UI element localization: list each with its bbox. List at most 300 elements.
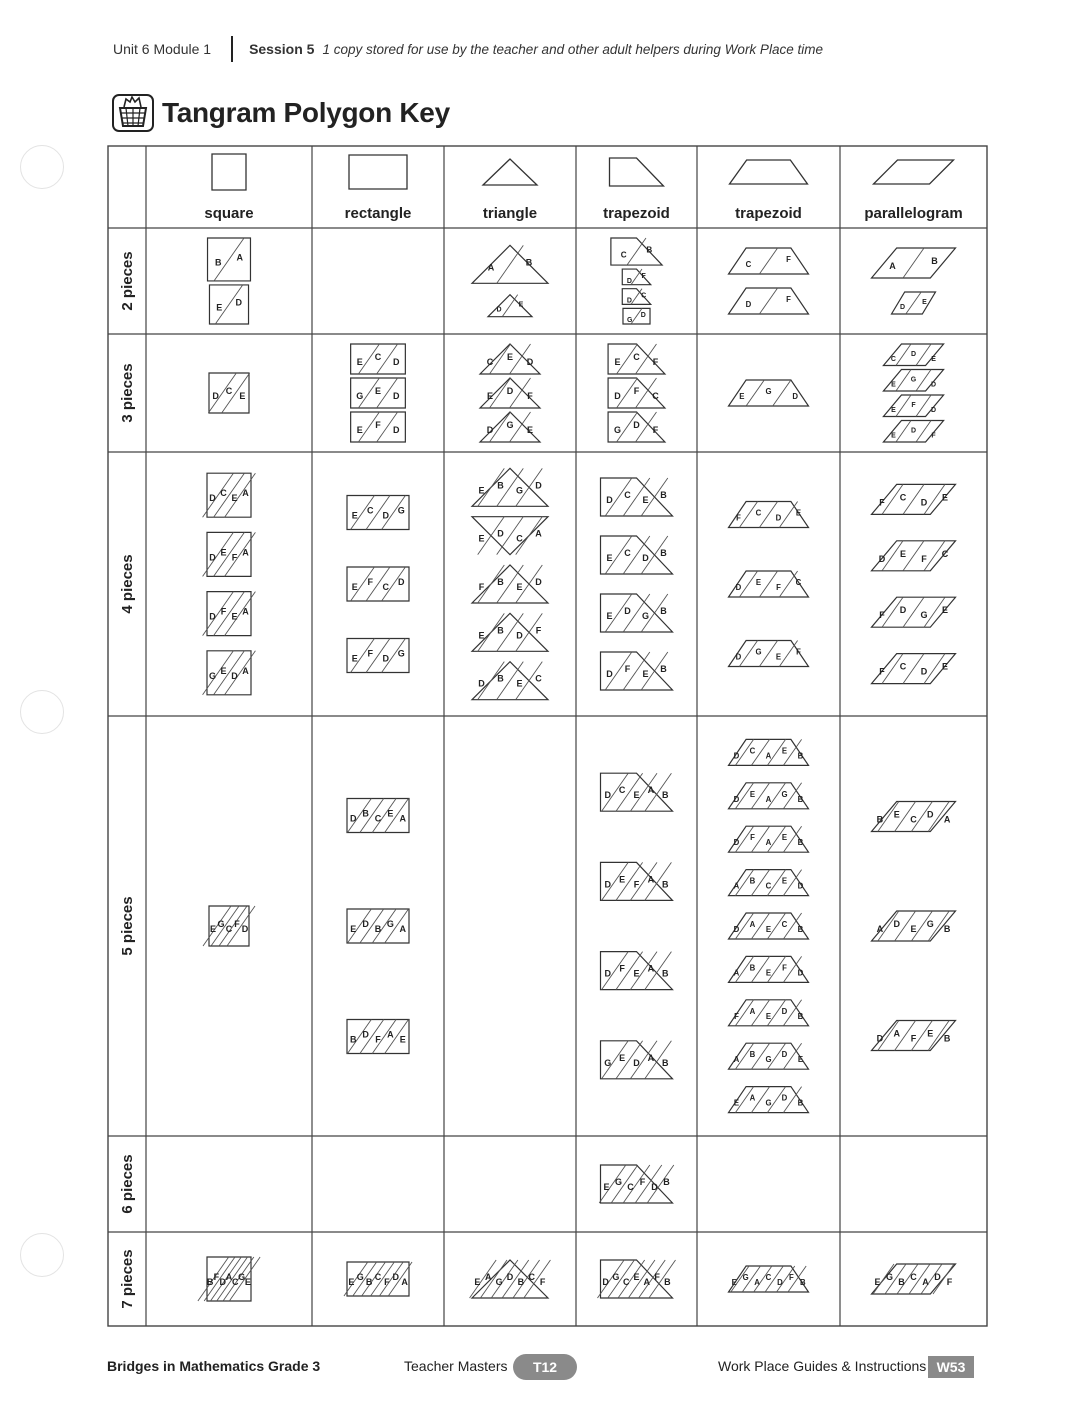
piece-letter: C bbox=[910, 814, 917, 825]
tangram-solution bbox=[623, 308, 650, 324]
piece-letter: D bbox=[478, 678, 485, 689]
piece-letter: A bbox=[733, 1055, 740, 1065]
tangram-solution bbox=[729, 1000, 809, 1026]
piece-letter: B bbox=[931, 256, 938, 266]
piece-letter: G bbox=[614, 425, 622, 435]
piece-letter: E bbox=[209, 924, 217, 934]
piece-letter: F bbox=[619, 963, 625, 974]
piece-letter: D bbox=[362, 919, 369, 929]
piece-letter: D bbox=[893, 919, 900, 929]
piece-letter: F bbox=[527, 391, 533, 401]
tangram-solution bbox=[872, 484, 956, 514]
piece-letter: A bbox=[535, 528, 542, 539]
footer-guide-badge: W53 bbox=[928, 1356, 974, 1378]
piece-letter: E bbox=[891, 381, 896, 389]
piece-letter: E bbox=[348, 1277, 355, 1287]
tangram-solution bbox=[729, 1043, 809, 1069]
tangram-solution bbox=[872, 802, 956, 832]
piece-letter: C bbox=[618, 785, 626, 796]
piece-letter: F bbox=[776, 583, 781, 592]
piece-letter: E bbox=[781, 746, 788, 756]
piece-letter: C bbox=[528, 1272, 535, 1282]
footer-page-badge: T12 bbox=[513, 1354, 577, 1380]
piece-letter: E bbox=[619, 1052, 626, 1063]
column-rectangle-icon bbox=[349, 155, 407, 189]
piece-letter: E bbox=[606, 553, 613, 563]
piece-letter: B bbox=[365, 1277, 373, 1287]
piece-letter: E bbox=[478, 630, 485, 641]
piece-letter: B bbox=[497, 480, 504, 491]
tangram-solution bbox=[729, 1266, 809, 1292]
piece-letter: D bbox=[733, 838, 740, 848]
row-header-label: 3 pieces bbox=[119, 363, 136, 423]
column-right-trapezoid-icon bbox=[610, 158, 664, 186]
piece-letter: C bbox=[374, 813, 382, 824]
piece-letter: D bbox=[626, 277, 632, 285]
piece-letter: F bbox=[879, 666, 885, 677]
piece-letter: D bbox=[745, 300, 752, 309]
piece-letter: A bbox=[485, 1272, 492, 1282]
piece-letter: B bbox=[749, 876, 756, 886]
piece-letter: D bbox=[506, 1272, 514, 1282]
piece-letter: D bbox=[497, 528, 504, 539]
piece-letter: A bbox=[765, 751, 772, 761]
piece-letter: F bbox=[931, 432, 936, 440]
piece-letter: G bbox=[765, 1055, 772, 1065]
piece-letter: F bbox=[633, 386, 640, 396]
page-title: Tangram Polygon Key bbox=[162, 97, 450, 128]
piece-letter: B bbox=[876, 814, 884, 825]
piece-letter: B bbox=[497, 673, 504, 684]
tangram-solution bbox=[198, 1257, 260, 1301]
tangram-solution bbox=[872, 248, 956, 278]
piece-letter: G bbox=[604, 1057, 612, 1068]
piece-letter: B bbox=[797, 751, 804, 761]
piece-letter: G bbox=[781, 789, 788, 799]
tangram-solution bbox=[351, 378, 406, 408]
piece-letter: E bbox=[356, 357, 363, 367]
piece-letter: B bbox=[662, 879, 669, 890]
piece-letter: G bbox=[926, 919, 934, 929]
piece-letter: F bbox=[788, 1273, 794, 1282]
piece-letter: D bbox=[927, 809, 934, 820]
piece-letter: A bbox=[647, 874, 655, 885]
piece-letter: A bbox=[242, 606, 249, 617]
row-header-label: 4 pieces bbox=[119, 554, 136, 614]
piece-letter: A bbox=[487, 262, 495, 273]
piece-letter: E bbox=[619, 874, 626, 885]
row-header-label: 5 pieces bbox=[119, 896, 136, 956]
piece-letter: B bbox=[943, 924, 951, 934]
piece-letter: C bbox=[382, 582, 389, 592]
piece-letter: C bbox=[633, 352, 640, 362]
piece-letter: C bbox=[232, 1277, 239, 1287]
piece-letter: F bbox=[478, 582, 485, 592]
piece-letter: C bbox=[745, 260, 752, 269]
piece-letter: C bbox=[749, 746, 756, 756]
tangram-solution bbox=[729, 913, 809, 939]
piece-letter: E bbox=[478, 485, 485, 496]
footer-publication: Bridges in Mathematics Grade 3 bbox=[107, 1358, 321, 1374]
piece-letter: A bbox=[399, 813, 407, 824]
tangram-solution bbox=[470, 1260, 551, 1298]
piece-letter: B bbox=[663, 1177, 670, 1187]
piece-letter: D bbox=[392, 1272, 399, 1282]
tangram-solution bbox=[203, 473, 256, 517]
piece-letter: E bbox=[220, 665, 227, 676]
piece-letter: G bbox=[386, 919, 394, 929]
piece-letter: B bbox=[362, 808, 369, 819]
tangram-solution bbox=[347, 639, 409, 673]
piece-letter: A bbox=[733, 881, 740, 891]
piece-letter: D bbox=[606, 669, 613, 679]
piece-letter: C bbox=[624, 548, 631, 558]
piece-letter: A bbox=[225, 1272, 233, 1282]
tangram-solution bbox=[872, 1264, 956, 1294]
piece-letter: E bbox=[775, 652, 782, 662]
tangram-solution bbox=[729, 1087, 809, 1113]
tangram-solution bbox=[472, 245, 548, 283]
piece-letter: C bbox=[516, 533, 523, 544]
piece-letter: A bbox=[399, 924, 407, 934]
piece-letter: A bbox=[242, 547, 249, 558]
piece-letter: C bbox=[781, 920, 788, 929]
piece-letter: B bbox=[662, 1057, 669, 1068]
piece-letter: F bbox=[220, 606, 227, 617]
tangram-solution bbox=[883, 395, 943, 417]
footer-guide: Work Place Guides & Instructions bbox=[718, 1358, 927, 1374]
piece-letter: C bbox=[627, 1182, 634, 1192]
tangram-solution bbox=[599, 1165, 674, 1203]
piece-letter: D bbox=[910, 350, 917, 358]
piece-letter: B bbox=[797, 925, 804, 934]
tangram-solution bbox=[601, 1041, 673, 1079]
piece-letter: E bbox=[478, 533, 485, 544]
piece-letter: B bbox=[943, 1033, 951, 1044]
piece-letter: F bbox=[213, 1272, 220, 1282]
tangram-solution bbox=[351, 412, 406, 442]
piece-letter: C bbox=[641, 292, 647, 300]
piece-letter: D bbox=[496, 306, 502, 314]
piece-letter: E bbox=[910, 924, 917, 934]
piece-letter: A bbox=[749, 1006, 756, 1016]
column-isosceles-trapezoid-icon bbox=[730, 160, 808, 184]
piece-letter: C bbox=[941, 548, 949, 559]
piece-letter: D bbox=[735, 583, 742, 592]
piece-letter: E bbox=[351, 510, 358, 521]
piece-letter: D bbox=[604, 790, 611, 801]
piece-letter: D bbox=[735, 652, 742, 662]
piece-letter: D bbox=[382, 510, 389, 521]
piece-letter: A bbox=[387, 1029, 394, 1040]
piece-letter: A bbox=[242, 488, 249, 499]
piece-letter: F bbox=[231, 552, 238, 563]
piece-letter: A bbox=[754, 1278, 760, 1287]
tangram-solution bbox=[203, 532, 256, 576]
tangram-solution bbox=[472, 517, 548, 555]
piece-letter: B bbox=[497, 625, 504, 636]
piece-letter: F bbox=[786, 255, 791, 264]
tangram-solution bbox=[203, 592, 256, 636]
piece-letter: D bbox=[231, 670, 238, 681]
piece-letter: G bbox=[885, 1272, 894, 1282]
piece-letter: A bbox=[765, 794, 772, 804]
tangram-solution bbox=[622, 269, 650, 285]
piece-letter: D bbox=[781, 1093, 788, 1103]
piece-letter: D bbox=[606, 495, 613, 505]
piece-letter: C bbox=[795, 578, 802, 587]
piece-letter: E bbox=[351, 582, 358, 592]
piece-letter: D bbox=[777, 1278, 783, 1287]
tangram-solution bbox=[883, 344, 943, 366]
piece-letter: E bbox=[941, 605, 949, 616]
piece-letter: B bbox=[898, 1277, 905, 1287]
piece-letter: D bbox=[878, 553, 886, 564]
piece-letter: C bbox=[899, 661, 907, 672]
piece-letter: D bbox=[535, 577, 542, 587]
tangram-solution bbox=[608, 344, 665, 374]
piece-letter: G bbox=[208, 670, 217, 681]
piece-letter: C bbox=[899, 492, 907, 503]
column-triangle-icon bbox=[483, 159, 537, 185]
piece-letter: B bbox=[662, 790, 669, 801]
piece-letter: D bbox=[209, 552, 216, 563]
piece-letter: C bbox=[367, 505, 374, 516]
piece-letter: E bbox=[356, 425, 363, 435]
column-header-label: parallelogram bbox=[864, 205, 963, 222]
tangram-solution bbox=[480, 344, 540, 374]
tangram-solution bbox=[729, 571, 809, 597]
tangram-solution bbox=[203, 906, 255, 946]
piece-letter: D bbox=[392, 357, 400, 367]
piece-letter: F bbox=[946, 1277, 953, 1287]
piece-letter: G bbox=[356, 391, 364, 401]
piece-letter: E bbox=[351, 653, 358, 664]
tangram-solution bbox=[872, 541, 956, 571]
piece-letter: E bbox=[891, 432, 896, 440]
piece-letter: G bbox=[614, 1177, 623, 1187]
piece-letter: E bbox=[927, 1028, 934, 1039]
piece-letter: F bbox=[796, 647, 801, 657]
tangram-solution bbox=[872, 1021, 956, 1051]
piece-letter: E bbox=[220, 547, 227, 558]
piece-letter: D bbox=[640, 312, 646, 320]
tangram-solution bbox=[601, 652, 673, 690]
session-note: 1 copy stored for use by the teacher and other adult helpers during Work Place time bbox=[322, 41, 823, 57]
piece-letter: F bbox=[624, 664, 631, 674]
piece-letter: E bbox=[922, 299, 927, 306]
piece-letter: G bbox=[641, 611, 650, 621]
tangram-solution bbox=[872, 654, 956, 684]
piece-letter: F bbox=[375, 420, 381, 430]
piece-letter: D bbox=[219, 1277, 226, 1287]
piece-letter: D bbox=[398, 577, 405, 587]
piece-letter: B bbox=[797, 838, 804, 848]
piece-letter: B bbox=[660, 606, 667, 616]
piece-letter: D bbox=[209, 493, 216, 504]
tangram-solution bbox=[208, 238, 251, 281]
tangram-solution bbox=[608, 412, 665, 442]
piece-letter: E bbox=[603, 1182, 610, 1192]
piece-letter: A bbox=[401, 1277, 408, 1287]
piece-letter: F bbox=[921, 553, 927, 564]
tangram-solution bbox=[208, 373, 249, 413]
tangram-solution bbox=[729, 826, 809, 852]
piece-letter: F bbox=[782, 963, 787, 973]
piece-letter: D bbox=[899, 304, 906, 311]
piece-letter: E bbox=[474, 1277, 481, 1287]
piece-letter: C bbox=[765, 1273, 772, 1282]
piece-letter: D bbox=[797, 881, 804, 891]
tangram-solution bbox=[608, 378, 665, 408]
piece-letter: E bbox=[399, 1034, 406, 1045]
column-parallelogram-icon bbox=[874, 160, 954, 184]
piece-letter: E bbox=[518, 301, 524, 309]
piece-letter: G bbox=[356, 1272, 364, 1282]
piece-letter: G bbox=[397, 505, 405, 516]
piece-letter: E bbox=[731, 1278, 737, 1287]
piece-letter: D bbox=[633, 1057, 640, 1068]
tangram-solution bbox=[597, 1260, 675, 1298]
piece-letter: E bbox=[244, 1277, 251, 1287]
piece-letter: F bbox=[234, 919, 240, 929]
tangram-solution bbox=[729, 248, 809, 274]
piece-letter: E bbox=[633, 790, 640, 801]
piece-letter: E bbox=[739, 392, 745, 401]
piece-letter: E bbox=[231, 611, 238, 622]
piece-letter: B bbox=[215, 257, 222, 268]
page-footer bbox=[0, 1352, 1088, 1382]
piece-letter: C bbox=[624, 490, 631, 500]
piece-letter: E bbox=[765, 925, 772, 934]
piece-letter: B bbox=[349, 1034, 357, 1045]
piece-letter: A bbox=[643, 1277, 651, 1287]
tangram-solution bbox=[347, 909, 409, 943]
column-header-label: trapezoid bbox=[603, 205, 670, 222]
piece-letter: D bbox=[733, 794, 740, 804]
piece-letter: B bbox=[206, 1277, 214, 1287]
tangram-solution bbox=[601, 594, 673, 632]
piece-letter: G bbox=[755, 647, 762, 657]
column-header-label: triangle bbox=[482, 205, 538, 222]
piece-letter: D bbox=[792, 392, 798, 401]
piece-letter: B bbox=[517, 1277, 525, 1287]
tangram-solution bbox=[729, 739, 809, 765]
piece-letter: D bbox=[931, 381, 937, 389]
piece-letter: E bbox=[387, 808, 394, 819]
piece-letter: D bbox=[526, 357, 534, 367]
piece-letter: D bbox=[241, 924, 249, 934]
piece-letter: A bbox=[647, 785, 655, 796]
piece-letter: D bbox=[392, 391, 400, 401]
piece-letter: D bbox=[633, 420, 640, 430]
piece-letter: B bbox=[797, 1098, 804, 1108]
piece-letter: C bbox=[374, 352, 382, 362]
piece-letter: D bbox=[910, 427, 917, 435]
piece-letter: G bbox=[397, 648, 405, 659]
piece-letter: D bbox=[235, 297, 243, 308]
piece-letter: D bbox=[349, 813, 357, 824]
piece-letter: G bbox=[627, 317, 633, 325]
piece-letter: B bbox=[749, 963, 756, 973]
piece-letter: F bbox=[652, 357, 659, 367]
tangram-solution bbox=[892, 292, 936, 314]
tangram-solution bbox=[872, 597, 956, 627]
piece-letter: E bbox=[733, 1098, 740, 1108]
piece-letter: D bbox=[535, 480, 542, 491]
piece-letter: D bbox=[651, 1182, 658, 1192]
piece-letter: F bbox=[750, 833, 755, 843]
piece-letter: E bbox=[350, 924, 357, 934]
piece-letter: E bbox=[941, 661, 949, 672]
piece-letter: F bbox=[384, 1277, 390, 1287]
tangram-solution bbox=[601, 773, 673, 811]
piece-letter: E bbox=[795, 508, 802, 518]
piece-letter: E bbox=[633, 968, 640, 979]
piece-letter: C bbox=[225, 386, 233, 396]
piece-letter: E bbox=[781, 876, 788, 886]
piece-letter: A bbox=[236, 252, 243, 263]
piece-letter: E bbox=[781, 833, 788, 843]
piece-letter: E bbox=[606, 611, 613, 621]
piece-letter: E bbox=[899, 548, 907, 559]
tangram-solution bbox=[601, 478, 673, 516]
piece-letter: C bbox=[535, 673, 542, 684]
unit-module-label: Unit 6 Module 1 bbox=[113, 41, 212, 57]
tangram-solution bbox=[883, 421, 943, 443]
piece-letter: D bbox=[212, 391, 219, 401]
piece-letter: G bbox=[506, 420, 514, 430]
piece-letter: E bbox=[941, 492, 949, 503]
piece-letter: F bbox=[654, 1272, 660, 1282]
piece-letter: E bbox=[633, 1272, 640, 1282]
session-label: Session 5 bbox=[249, 41, 315, 57]
piece-letter: F bbox=[367, 648, 373, 659]
piece-letter: G bbox=[238, 1272, 246, 1282]
tangram-solution bbox=[488, 295, 532, 317]
piece-letter: G bbox=[515, 485, 524, 496]
piece-letter: E bbox=[516, 678, 523, 689]
piece-letter: C bbox=[622, 1277, 630, 1287]
piece-letter: A bbox=[242, 665, 249, 676]
piece-letter: A bbox=[943, 814, 951, 825]
piece-letter: B bbox=[374, 924, 382, 934]
tangram-solution bbox=[472, 613, 548, 651]
piece-letter: F bbox=[910, 1033, 917, 1044]
piece-letter: E bbox=[642, 495, 649, 505]
tangram-solution bbox=[351, 344, 406, 374]
piece-letter: B bbox=[799, 1278, 806, 1287]
piece-letter: C bbox=[486, 357, 494, 367]
column-square-icon bbox=[212, 154, 246, 190]
piece-letter: F bbox=[535, 625, 542, 636]
tangram-solution bbox=[729, 641, 809, 667]
piece-letter: D bbox=[733, 751, 740, 761]
piece-letter: E bbox=[526, 425, 534, 435]
piece-letter: B bbox=[660, 548, 667, 558]
piece-letter: D bbox=[797, 968, 804, 978]
piece-letter: G bbox=[920, 610, 928, 621]
piece-letter: A bbox=[647, 963, 655, 974]
piece-letter: D bbox=[626, 297, 632, 305]
piece-letter: E bbox=[239, 391, 246, 401]
piece-letter: D bbox=[604, 968, 611, 979]
piece-letter: A bbox=[749, 920, 756, 929]
piece-letter: E bbox=[231, 493, 238, 504]
piece-letter: D bbox=[209, 611, 216, 622]
piece-letter: D bbox=[362, 1029, 369, 1040]
piece-letter: A bbox=[647, 1052, 655, 1063]
